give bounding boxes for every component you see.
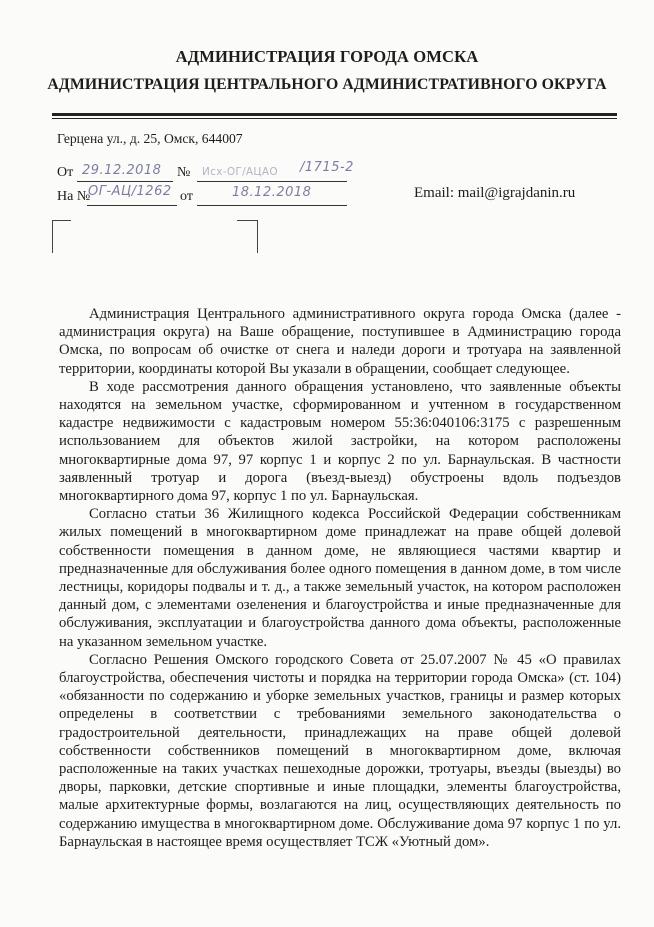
recipient-bracket-right bbox=[237, 220, 258, 253]
number-handwritten: /1715-2 bbox=[300, 160, 354, 175]
ref-date-line bbox=[197, 205, 347, 206]
email-line: Email: mail@igrajdanin.ru bbox=[414, 185, 576, 201]
header-line-1: АДМИНИСТРАЦИЯ ГОРОДА ОМСКА bbox=[175, 47, 479, 66]
header-line-2: АДМИНИСТРАЦИЯ ЦЕНТРАЛЬНОГО АДМИНИСТРАТИВНОГО ОКРУГА bbox=[47, 76, 607, 93]
ref-label: На № bbox=[57, 189, 91, 204]
ref-number-line bbox=[87, 205, 177, 206]
from-date-handwritten: 29.12.2018 bbox=[82, 163, 162, 178]
ref-date-label: от bbox=[180, 189, 193, 204]
number-stamp: Исх-ОГ/АЦАО bbox=[202, 166, 278, 178]
ref-number-handwritten: ОГ-АЦ/1262 bbox=[88, 184, 172, 199]
body-paragraph-1: Администрация Центрального административного округа города Омска (далее - администрация округа) на Ваше обращение, поступившее в Администрацию города Омска, по вопросам об очистке от снега и наледи дороги и тротуара на заявленной территории, координаты которой Вы указали в обращении, сообщает следующее. bbox=[59, 306, 621, 377]
body-paragraph-2: В ходе рассмотрения данного обращения установлено, что заявленные объекты находятся на земельном участке, сформированном и учтенном в государственном кадастре недвижимости с кадастровым номером 55:36:040106:3175 с разрешенным использованием для объектов жилой застройки, на котором расположены многоквартирные дома 97, 97 корпус 1 и корпус 2 по ул. Барнаульская. В частности заявленный тротуар и дорога (въезд-выезд) обустроены вдоль подъездов многоквартирного дома 97, корпус 1 по ул. Барнаульская. bbox=[59, 378, 621, 505]
body-paragraph-3: Согласно статьи 36 Жилищного кодекса Российской Федерации собственникам жилых помещений в многоквартирном доме принадлежат на праве общей долевой собственности помещения в данном доме, не являющиеся частями квартир и предназначенные для обслуживания более одного помещения в данном доме, в том числе лестницы, коридоры подвалы и т. д., а также земельный участок, на котором расположен данный дом, с элементами озеленения и благоустройства и иные предназначенные для обслуживания, эксплуатации и благоустройства данного дома объекты, расположенные на указанном земельном участке. bbox=[59, 506, 621, 650]
from-label: От bbox=[57, 165, 74, 180]
body-paragraph-4: Согласно Решения Омского городского Совета от 25.07.2007 № 45 «О правилах благоустройства, обеспечения чистоты и порядка на территории города Омска» (ст. 104) «обязанности по содержанию и уборке земельных участков, границы и размер которых определены в соответствии с требованиями земельного законодательства о градостроительной деятельности, принадлежащих на праве общей долевой собственности собственников помещений в многоквартирном доме, включая расположенные на таких участках пешеходные дорожки, тротуары, въезды (выезды) во дворы, парковки, детские спортивные и иные площадки, элементы благоустройства, малые архитектурные формы, возлагаются на лиц, осуществляющих деятельность по содержанию имущества в многоквартирном доме. Обслуживание дома 97 корпус 1 по ул. Барнаульская в настоящее время осуществляет ТСЖ «Уютный дом». bbox=[59, 651, 621, 850]
from-date-line bbox=[77, 181, 173, 182]
recipient-bracket-left bbox=[52, 220, 71, 253]
header-rule-thin bbox=[52, 118, 617, 119]
number-line bbox=[197, 181, 347, 182]
number-label: № bbox=[177, 165, 191, 180]
ref-date-handwritten: 18.12.2018 bbox=[232, 185, 312, 200]
address: Герцена ул., д. 25, Омск, 644007 bbox=[57, 131, 243, 146]
letter-body bbox=[59, 305, 621, 851]
header-rule-thick bbox=[52, 113, 617, 116]
